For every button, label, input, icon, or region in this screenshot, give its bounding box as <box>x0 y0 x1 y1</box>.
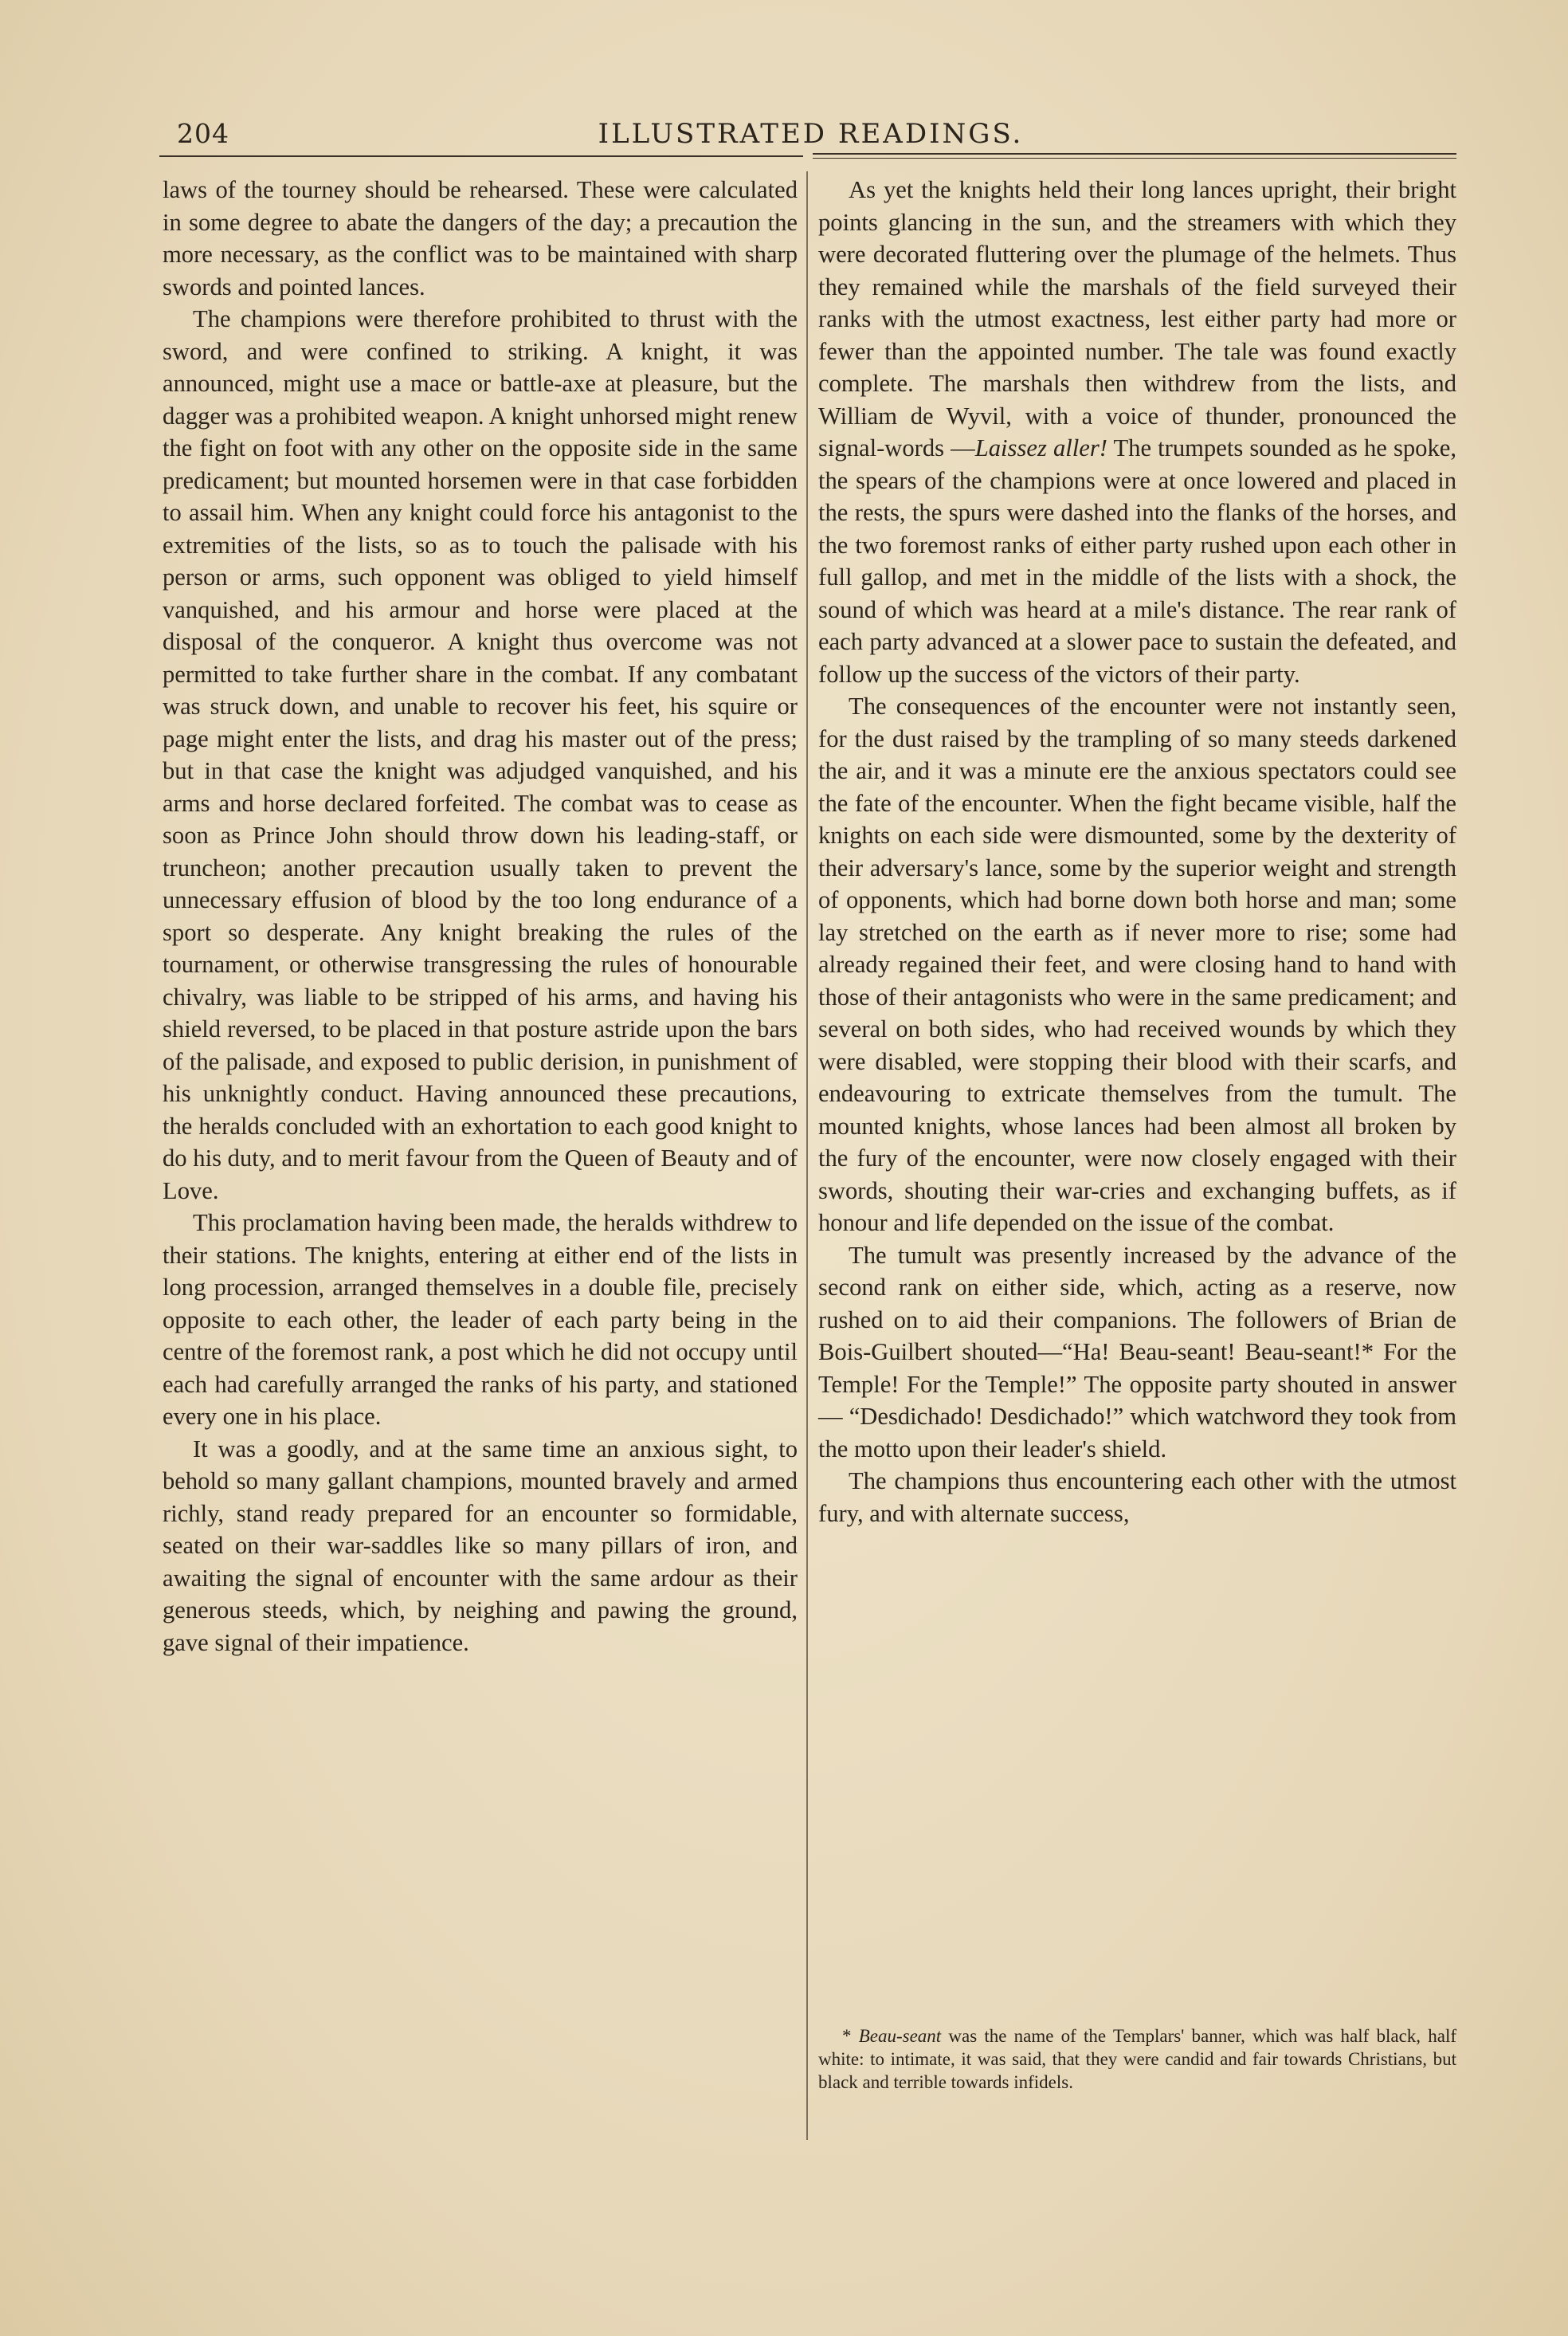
left-column <box>163 174 798 2278</box>
right-column <box>818 174 1456 2150</box>
footnote-text: was the name of the Templars' banner, which was half black, half white: to intimate, it was said, that they were candid and fair towards Christians, but black and terrible towards infidels. <box>818 2026 1457 2092</box>
paragraph: The champions were therefore prohibited to thrust with the sword, and were confined to striking. A knight, it was announced, might use a mace or battle-axe at pleasure, but the dagger was a prohibited weapon. A knight unhorsed might renew the fight on foot with any other on the opposite side in the same predicament; but mounted horsemen were in that case forbidden to assail him. When any knight could force his antagonist to the extremities of the lists, so as to touch the palisade with his person or arms, such opponent was obliged to yield himself vanquished, and his armour and horse were placed at the disposal of the conqueror. A knight thus overcome was not permitted to take further share in the combat. If any combatant was struck down, and unable to recover his feet, his squire or page might enter the lists, and drag his master out of the press; but in that case the knight was adjudged vanquished, and his arms and horse declared forfeited. The combat was to cease as soon as Prince John should throw down his leading-staff, or truncheon; another precaution usually taken to prevent the unnecessary effusion of blood by the too long endurance of a sport so desperate. Any knight breaking the rules of the tournament, or otherwise transgressing the rules of honourable chivalry, was liable to be stripped of his arms, and having his shield reversed, to be placed in that posture astride upon the bars of the palisade, and exposed to public derision, in punishment of his unknightly conduct. Having announced these precautions, the heralds concluded with an exhortation to each good knight to do his duty, and to merit favour from the Queen of Beauty and of Love. <box>163 305 798 1204</box>
signal-words: Laissez aller! <box>974 434 1107 461</box>
paragraph: laws of the tourney should be rehearsed. These were calculated in some degree to abate the dangers of the day; a precaution the more necessary, as the conflict was to be maintained with sharp swords and pointed lances. <box>163 176 798 300</box>
paragraph-text: The trumpets sounded as he spoke, the spears of the champions were at once lowered and placed in the rests, the spurs were dashed into the flanks of the horses, and the two foremost ranks of either party rushed upon each other in full gallop, and met in the middle of the lists with a shock, the sound of which was heard at a mile's distance. The rear rank of each party advanced at a slower pace to sustain the defeated, and follow up the success of the victors of their party. <box>818 434 1456 688</box>
paragraph: This proclamation having been made, the heralds withdrew to their stations. The knights, entering at either end of the lists in long procession, arranged themselves in a double file, precisely opposite to each other, the leader of each party being in the centre of the foremost rank, a post which he did not occupy until each had carefully arranged the ranks of his party, and stationed every one in his place. <box>163 1209 798 1430</box>
running-title: ILLUSTRATED READINGS. <box>598 118 1024 150</box>
paragraph <box>818 174 1456 690</box>
page-number: 204 <box>177 118 229 149</box>
paragraph: The champions thus encountering each other with the utmost fury, and with alternate success, <box>818 1467 1456 1527</box>
column-divider <box>806 171 808 2140</box>
header-rule-right <box>813 153 1456 159</box>
footnote-marker: * <box>842 2026 859 2046</box>
paragraph: The consequences of the encounter were not instantly seen, for the dust raised by the trampling of so many steeds darkened the air, and it was a minute ere the anxious spectators could see the fate of the encounter. When the fight became visible, half the knights on each side were dismounted, some by the dexterity of their adversary's lance, some by the superior weight and strength of opponents, which had borne down both horse and man; some lay stretched on the earth as if never more to rise; some had already regained their feet, and were closing hand to hand with those of their antagonists who were in the same predicament; and several on both sides, who had received wounds by which they were disabled, were stopping their blood with their scarfs, and endeavouring to extricate themselves from the tumult. The mounted knights, whose lances had been almost all broken by the fury of the encounter, were now closely engaged with their swords, shouting their war-cries and exchanging buffets, as if honour and life depended on the issue of the combat. <box>818 693 1456 1236</box>
header-rule-left <box>159 155 803 157</box>
page-header <box>163 112 1458 159</box>
footnote-term: Beau-seant <box>858 2026 942 2046</box>
footnote <box>818 2024 1456 2094</box>
paragraph-text: As yet the knights held their long lances upright, their bright points glancing in the sun, and the streamers with which they were decorated fluttering over the plumage of the helmets. Thus they remained while the marshals of the field surveyed their ranks with the utmost exactness, lest either party had more or fewer than the appointed number. The tale was found exactly complete. The marshals then withdrew from the lists, and William de Wyvil, with a voice of thunder, pronounced the signal-words — <box>818 176 1456 461</box>
paragraph: The tumult was presently increased by the advance of the second rank on either side, which, acting as a reserve, now rushed on to aid their companions. The followers of Brian de Bois-Guilbert shouted—“Ha! Beau-seant! Beau-seant!* For the Temple! For the Temple!” The opposite party shouted in answer — “Desdichado! Desdichado!” which watchword they took from the motto upon their leader's shield. <box>818 1241 1456 1462</box>
paragraph: It was a goodly, and at the same time an anxious sight, to behold so many gallant champions, mounted bravely and armed richly, stand ready prepared for an encounter so formidable, seated on their war-saddles like so many pillars of iron, and awaiting the signal of encounter with the same ardour as their generous steeds, which, by neighing and pawing the ground, gave signal of their impatience. <box>163 1435 798 1656</box>
